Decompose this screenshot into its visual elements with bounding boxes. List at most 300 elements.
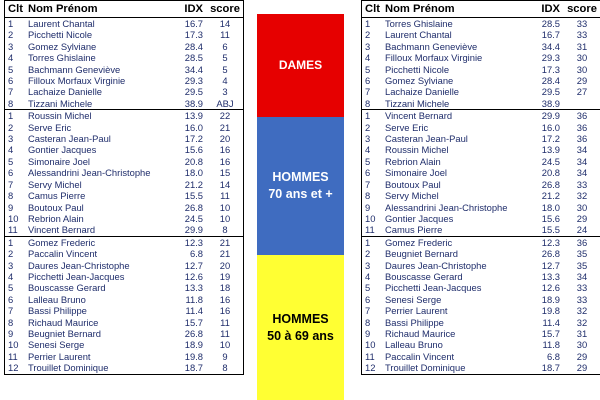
cell-name: Picchetti Jean-Jacques xyxy=(385,282,482,294)
cell-score: 36 xyxy=(564,122,600,133)
table-row xyxy=(5,29,244,40)
cell-rank: 7 xyxy=(5,305,29,316)
cell-name: Gontier Jacques xyxy=(28,144,97,156)
cell-rank: 2 xyxy=(362,29,386,40)
cell-rank: 12 xyxy=(362,362,386,374)
cell-score: 33 xyxy=(564,179,600,190)
cell-name: Servy Michel xyxy=(28,178,82,190)
cell-score: 24 xyxy=(564,224,600,236)
cell-score: 4 xyxy=(207,75,244,86)
cell-score: 34 xyxy=(564,144,600,155)
cell-name: Torres Ghislaine xyxy=(385,18,530,30)
cell-score: 11 xyxy=(207,328,244,339)
cell-rank: 6 xyxy=(5,75,29,86)
cell-idx: 26.8 xyxy=(541,248,560,260)
table-row xyxy=(5,52,244,63)
cell-rank: 6 xyxy=(5,167,29,178)
cell-idx: 12.3 xyxy=(173,236,207,248)
cell-score: 14 xyxy=(207,179,244,190)
table-row xyxy=(5,110,244,122)
cell-name: Roussin Michel xyxy=(385,144,449,156)
table-row xyxy=(362,271,600,282)
cell-name: Daures Jean-Christophe xyxy=(385,259,487,271)
cell-score xyxy=(564,98,600,110)
cell-name: Picchetti Nicole xyxy=(28,29,93,41)
cell-score: 31 xyxy=(564,41,600,52)
table-row xyxy=(5,305,244,316)
cell-name: Servy Michel xyxy=(385,190,439,202)
cell-rank: 5 xyxy=(5,64,29,75)
cell-idx: 29.3 xyxy=(541,52,560,64)
cell-name: Perrier Laurent xyxy=(28,350,91,362)
cell-idx: 19.8 xyxy=(541,305,560,317)
cell-rank: 5 xyxy=(362,156,386,167)
cell-rank: 4 xyxy=(5,52,29,63)
category-hommes-50-banner xyxy=(257,255,344,400)
category-hommes-70-line1: HOMMES xyxy=(272,170,329,185)
cell-name: Lachaize Danielle xyxy=(385,86,460,98)
cell-rank: 4 xyxy=(362,52,386,63)
table-row xyxy=(362,339,600,350)
cell-idx: 16.7 xyxy=(541,29,560,41)
table-row xyxy=(5,362,244,374)
cell-name: Camus Pierre xyxy=(385,224,530,236)
cell-rank: 9 xyxy=(362,328,386,339)
cell-name: Richaud Maurice xyxy=(28,316,99,328)
cell-idx: 12.7 xyxy=(541,259,560,271)
cell-idx: 11.8 xyxy=(542,339,560,351)
cell-score: 14 xyxy=(207,18,244,30)
cell-rank: 1 xyxy=(362,110,386,122)
cell-name: Bachmann Geneviève xyxy=(385,40,478,52)
table-row xyxy=(5,248,244,259)
cell-idx: 12.6 xyxy=(541,282,560,294)
cell-score: 27 xyxy=(564,86,600,97)
cell-name: Senesi Serge xyxy=(28,339,85,351)
cell-score: 32 xyxy=(564,305,600,316)
cell-rank: 7 xyxy=(5,179,29,190)
cell-score: 10 xyxy=(207,202,244,213)
table-row xyxy=(5,122,244,133)
cell-idx: 17.3 xyxy=(541,63,560,75)
table-row xyxy=(362,248,600,259)
cell-rank: 8 xyxy=(362,190,386,201)
cell-name: Picchetti Nicole xyxy=(385,63,450,75)
cell-rank: 9 xyxy=(5,202,29,213)
table-row xyxy=(5,328,244,339)
cell-name: Senesi Serge xyxy=(385,293,442,305)
cell-rank: 10 xyxy=(362,213,386,224)
cell-rank: 8 xyxy=(5,190,29,201)
cell-name: Beugniet Bernard xyxy=(28,327,101,339)
table-row xyxy=(5,213,244,224)
cell-rank: 11 xyxy=(362,224,386,236)
table-row xyxy=(5,86,244,97)
cell-score: 36 xyxy=(564,133,600,144)
cell-idx: 26.8 xyxy=(184,201,203,213)
cell-rank: 3 xyxy=(362,260,386,271)
cell-score: ABJ xyxy=(207,98,244,110)
cell-name: Richaud Maurice xyxy=(385,327,456,339)
cell-name: Tizzani Michele xyxy=(385,98,530,110)
cell-score: 30 xyxy=(564,202,600,213)
cell-idx: 28.4 xyxy=(541,75,560,87)
cell-idx: 17.2 xyxy=(184,133,203,145)
cell-name: Rebrion Alain xyxy=(28,212,84,224)
table-row xyxy=(5,282,244,293)
cell-score: 36 xyxy=(564,236,600,248)
cell-name: Lalleau Bruno xyxy=(28,293,86,305)
cell-score: 22 xyxy=(207,110,244,122)
cell-idx: 29.5 xyxy=(541,86,560,98)
cell-idx: 24.5 xyxy=(184,212,203,224)
table-row xyxy=(5,64,244,75)
cell-idx: 16.7 xyxy=(173,18,207,30)
table-row xyxy=(362,328,600,339)
results-table-right xyxy=(361,0,600,375)
table-row xyxy=(362,190,600,201)
cell-idx: 15.5 xyxy=(184,190,203,202)
cell-score: 21 xyxy=(207,236,244,248)
cell-score: 21 xyxy=(207,248,244,259)
cell-score: 34 xyxy=(564,156,600,167)
cell-idx: 18.0 xyxy=(541,201,560,213)
cell-idx: 38.9 xyxy=(530,98,564,110)
cell-idx: 15.6 xyxy=(184,144,203,156)
table-row xyxy=(5,202,244,213)
cell-idx: 20.8 xyxy=(541,167,560,179)
cell-idx: 15.7 xyxy=(184,316,203,328)
table-row xyxy=(5,224,244,236)
table-row xyxy=(5,75,244,86)
cell-score: 3 xyxy=(207,86,244,97)
table-header-row xyxy=(362,1,600,18)
cell-rank: 6 xyxy=(5,294,29,305)
table-row xyxy=(362,294,600,305)
cell-idx: 11.8 xyxy=(185,293,203,305)
cell-name: Roussin Michel xyxy=(28,110,173,122)
category-hommes-70-banner xyxy=(257,117,344,255)
table-row xyxy=(362,86,600,97)
cell-score: 8 xyxy=(207,362,244,374)
cell-name: Gomez Sylviane xyxy=(385,75,454,87)
cell-name: Picchetti Jean-Jacques xyxy=(28,270,125,282)
cell-rank: 1 xyxy=(362,236,386,248)
cell-rank: 2 xyxy=(5,122,29,133)
cell-score: 29 xyxy=(564,213,600,224)
cell-name: Tizzani Michele xyxy=(28,98,173,110)
cell-name: Filloux Morfaux Virginie xyxy=(28,75,126,87)
cell-idx: 18.7 xyxy=(530,362,564,374)
table-row xyxy=(362,122,600,133)
cell-name: Bassi Philippe xyxy=(28,305,87,317)
table-row xyxy=(5,351,244,362)
cell-name: Bassi Philippe xyxy=(385,316,444,328)
cell-idx: 38.9 xyxy=(173,98,207,110)
cell-score: 32 xyxy=(564,317,600,328)
table-header-row xyxy=(5,1,244,18)
cell-name: Laurent Chantal xyxy=(28,18,173,30)
header-idx: IDX xyxy=(173,1,207,18)
cell-rank: 4 xyxy=(362,144,386,155)
cell-score: 16 xyxy=(207,156,244,167)
table-row xyxy=(5,271,244,282)
cell-idx: 29.3 xyxy=(184,75,203,87)
cell-score: 11 xyxy=(207,29,244,40)
table-row xyxy=(5,144,244,155)
cell-score: 6 xyxy=(207,41,244,52)
cell-rank: 5 xyxy=(5,156,29,167)
table-row xyxy=(362,305,600,316)
cell-rank: 8 xyxy=(5,98,29,110)
table-row xyxy=(362,133,600,144)
cell-name: Torres Ghislaine xyxy=(28,52,96,64)
cell-score: 19 xyxy=(207,271,244,282)
cell-idx: 13.9 xyxy=(541,144,560,156)
table-row xyxy=(5,294,244,305)
category-hommes-50-line2: 50 à 69 ans xyxy=(267,328,334,343)
cell-idx: 13.3 xyxy=(541,270,560,282)
cell-rank: 7 xyxy=(362,179,386,190)
cell-name: Alessandrini Jean-Christophe xyxy=(28,167,151,179)
cell-name: Boutoux Paul xyxy=(385,178,441,190)
cell-idx: 29.5 xyxy=(184,86,203,98)
cell-rank: 10 xyxy=(5,213,29,224)
cell-idx: 17.2 xyxy=(541,133,560,145)
table-row xyxy=(5,179,244,190)
cell-rank: 2 xyxy=(5,248,29,259)
cell-score: 5 xyxy=(207,52,244,63)
cell-rank: 3 xyxy=(5,41,29,52)
cell-name: Bachmann Geneviève xyxy=(28,63,121,75)
cell-rank: 1 xyxy=(5,18,29,30)
table-row xyxy=(362,351,600,362)
cell-score: 10 xyxy=(207,213,244,224)
cell-idx: 15.7 xyxy=(541,327,560,339)
cell-idx: 18.9 xyxy=(184,339,203,351)
table-row xyxy=(362,156,600,167)
cell-idx: 16.0 xyxy=(184,121,203,133)
cell-score: 16 xyxy=(207,144,244,155)
cell-name: Casteran Jean-Paul xyxy=(28,133,111,145)
cell-idx: 26.8 xyxy=(541,178,560,190)
cell-score: 30 xyxy=(564,52,600,63)
cell-idx: 29.9 xyxy=(173,224,207,236)
cell-idx: 13.3 xyxy=(184,282,203,294)
table-row xyxy=(362,29,600,40)
cell-score: 15 xyxy=(207,167,244,178)
cell-rank: 3 xyxy=(362,133,386,144)
cell-score: 31 xyxy=(564,328,600,339)
cell-idx: 16.0 xyxy=(541,121,560,133)
cell-name: Vincent Bernard xyxy=(385,110,530,122)
cell-rank: 11 xyxy=(5,224,29,236)
table-row xyxy=(5,167,244,178)
table-row xyxy=(362,362,600,374)
table-row xyxy=(362,260,600,271)
category-hommes-70-line2: 70 ans et + xyxy=(268,187,333,201)
table-row xyxy=(5,236,244,248)
cell-rank: 10 xyxy=(362,339,386,350)
cell-name: Bouscasse Gerard xyxy=(385,270,463,282)
cell-score: 20 xyxy=(207,260,244,271)
category-hommes-50-line1: HOMMES xyxy=(272,311,329,326)
results-table-left xyxy=(4,0,244,375)
cell-name: Paccalin Vincent xyxy=(28,248,98,260)
cell-idx: 34.4 xyxy=(184,63,203,75)
table-row xyxy=(362,41,600,52)
cell-idx: 17.3 xyxy=(184,29,203,41)
cell-score: 18 xyxy=(207,282,244,293)
cell-idx: 34.4 xyxy=(541,40,560,52)
table-row xyxy=(5,260,244,271)
header-score: score xyxy=(564,1,600,18)
cell-score: 35 xyxy=(564,248,600,259)
cell-score: 33 xyxy=(564,294,600,305)
cell-score: 9 xyxy=(207,351,244,362)
cell-name: Gontier Jacques xyxy=(385,212,454,224)
cell-rank: 11 xyxy=(5,351,29,362)
cell-rank: 5 xyxy=(5,282,29,293)
table-row xyxy=(362,144,600,155)
cell-rank: 1 xyxy=(5,236,29,248)
cell-name: Bouscasse Gerard xyxy=(28,282,106,294)
cell-rank: 4 xyxy=(5,144,29,155)
cell-score: 29 xyxy=(564,75,600,86)
cell-score: 33 xyxy=(564,29,600,40)
cell-name: Camus Pierre xyxy=(28,190,86,202)
cell-score: 34 xyxy=(564,271,600,282)
cell-score: 16 xyxy=(207,305,244,316)
cell-rank: 1 xyxy=(362,18,386,30)
cell-idx: 15.5 xyxy=(530,224,564,236)
cell-name: Serve Eric xyxy=(385,121,429,133)
cell-name: Alessandrini Jean-Christophe xyxy=(385,201,508,213)
cell-idx: 20.8 xyxy=(184,155,203,167)
cell-idx: 12.3 xyxy=(530,236,564,248)
cell-idx: 11.4 xyxy=(542,316,560,328)
cell-score: 30 xyxy=(564,339,600,350)
cell-rank: 4 xyxy=(5,271,29,282)
cell-idx: 11.4 xyxy=(185,305,203,317)
cell-rank: 6 xyxy=(362,75,386,86)
cell-name: Paccalin Vincent xyxy=(385,350,455,362)
cell-score: 29 xyxy=(564,351,600,362)
results-table-left-body xyxy=(5,1,244,375)
cell-rank: 10 xyxy=(5,339,29,350)
cell-idx: 6.8 xyxy=(546,350,560,362)
cell-name: Perrier Laurent xyxy=(385,305,448,317)
table-row xyxy=(362,236,600,248)
header-idx: IDX xyxy=(530,1,564,18)
cell-name: Casteran Jean-Paul xyxy=(385,133,468,145)
table-row xyxy=(5,190,244,201)
cell-name: Trouillet Dominique xyxy=(385,362,530,374)
cell-rank: 8 xyxy=(5,317,29,328)
table-row xyxy=(5,339,244,350)
table-row xyxy=(362,224,600,236)
cell-score: 10 xyxy=(207,339,244,350)
cell-name: Trouillet Dominique xyxy=(28,362,173,374)
cell-score: 11 xyxy=(207,317,244,328)
table-row xyxy=(5,133,244,144)
cell-name: Daures Jean-Christophe xyxy=(28,259,130,271)
results-table-right-body xyxy=(362,1,600,375)
cell-idx: 15.6 xyxy=(541,212,560,224)
cell-rank: 9 xyxy=(362,202,386,213)
cell-name: Gomez Sylviane xyxy=(28,40,97,52)
table-row xyxy=(362,167,600,178)
cell-rank: 7 xyxy=(362,305,386,316)
table-row xyxy=(362,179,600,190)
category-dames-label: DAMES xyxy=(278,58,323,73)
cell-rank: 3 xyxy=(5,260,29,271)
cell-rank: 7 xyxy=(5,86,29,97)
cell-score: 30 xyxy=(564,64,600,75)
cell-rank: 4 xyxy=(362,271,386,282)
cell-rank: 5 xyxy=(362,282,386,293)
table-row xyxy=(362,75,600,86)
cell-name: Lalleau Bruno xyxy=(385,339,443,351)
cell-name: Simonaire Joel xyxy=(28,155,91,167)
table-row xyxy=(5,18,244,30)
cell-idx: 28.5 xyxy=(184,52,203,64)
cell-idx: 18.9 xyxy=(541,293,560,305)
table-row xyxy=(362,18,600,30)
cell-score: 11 xyxy=(207,190,244,201)
cell-idx: 18.7 xyxy=(173,362,207,374)
table-row xyxy=(5,156,244,167)
cell-rank: 6 xyxy=(362,294,386,305)
cell-idx: 28.4 xyxy=(184,40,203,52)
cell-rank: 3 xyxy=(5,133,29,144)
header-name: Nom Prénom xyxy=(385,1,530,18)
cell-score: 21 xyxy=(207,122,244,133)
cell-rank: 7 xyxy=(362,86,386,97)
cell-rank: 5 xyxy=(362,64,386,75)
cell-idx: 18.0 xyxy=(184,167,203,179)
table-row xyxy=(5,41,244,52)
cell-score: 29 xyxy=(564,362,600,374)
cell-score: 8 xyxy=(207,224,244,236)
cell-score: 5 xyxy=(207,64,244,75)
header-name: Nom Prénom xyxy=(28,1,173,18)
cell-score: 16 xyxy=(207,294,244,305)
cell-rank: 2 xyxy=(362,122,386,133)
header-clt: Clt xyxy=(5,1,29,18)
cell-rank: 1 xyxy=(5,110,29,122)
table-row xyxy=(362,213,600,224)
cell-idx: 26.8 xyxy=(184,327,203,339)
table-row xyxy=(362,317,600,328)
table-row xyxy=(5,98,244,110)
cell-idx: 6.8 xyxy=(189,248,203,260)
table-row xyxy=(362,110,600,122)
cell-name: Gomez Frederic xyxy=(385,236,530,248)
cell-idx: 19.8 xyxy=(184,350,203,362)
cell-score: 20 xyxy=(207,133,244,144)
cell-idx: 21.2 xyxy=(184,178,203,190)
cell-name: Serve Eric xyxy=(28,121,72,133)
cell-score: 33 xyxy=(564,18,600,30)
cell-idx: 29.9 xyxy=(530,110,564,122)
table-row xyxy=(362,202,600,213)
cell-rank: 8 xyxy=(362,317,386,328)
cell-idx: 28.5 xyxy=(530,18,564,30)
cell-idx: 21.2 xyxy=(541,190,560,202)
table-row xyxy=(5,317,244,328)
cell-name: Boutoux Paul xyxy=(28,201,84,213)
